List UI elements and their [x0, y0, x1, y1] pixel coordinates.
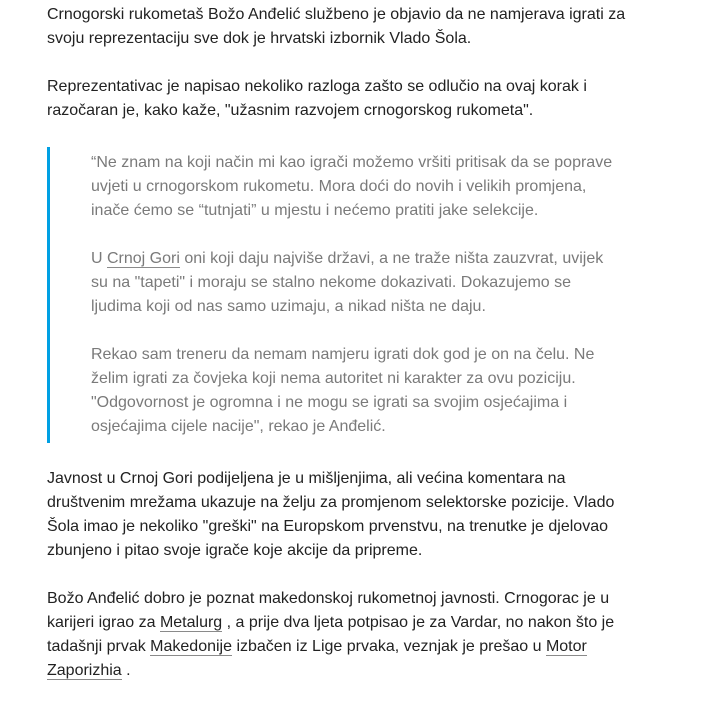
career-text-2: , a prije dva ljeta potpisao je za Vardar, no nakon što je tadašnji prvak: [47, 614, 615, 655]
link-makedonije[interactable]: Makedonije: [150, 638, 232, 655]
paragraph-reasons: Reprezentativac je napisao nekoliko razloga zašto se odlučio na ovaj korak i razočaran je, kako kaže, "užasnim razvojem crnogorskog rukometa".: [47, 78, 587, 119]
link-metalurg[interactable]: Metalurg: [159, 614, 223, 631]
quote-paragraph-3: Rekao sam treneru da nemam namjeru igrati dok god je on na čelu. Ne želim igrati za čovjeka koji nema autoritet ni karakter za ovu poziciju. "Odgovornost je ogromna i ne mogu se igrati sa svojim osjećajima i osjećajima cijele nacije", rekao je Anđelić.: [91, 346, 595, 435]
link-crnoj-gori[interactable]: Crnoj Gori: [107, 250, 180, 267]
career-text-4: .: [121, 662, 131, 679]
blockquote: [47, 147, 647, 443]
paragraph-public-opinion: Javnost u Crnoj Gori podijeljena je u mišljenjima, ali većina komentara na društvenim mrežama ukazuje na želju za promjenom selektorske pozicije. Vlado Šola imao je nekoliko "greški" na Europskom prvenstvu, na trenutke je djelovao zbunjeno i pitao svoje igrače koje akcije da pripreme.: [47, 470, 615, 559]
career-text-1: Božo Anđelić dobro je poznat makedonskoj rukometnoj javnosti. Crnogorac je u karijeri igrao za: [47, 590, 610, 631]
career-text-3: izbačen iz Lige prvaka, veznjak je prešao u: [232, 638, 546, 655]
quote-text-before-link: U: [91, 250, 107, 267]
paragraph-intro: Crnogorski rukometaš Božo Anđelić službeno je objavio da ne namjerava igrati za svoju reprezentaciju sve dok je hrvatski izbornik Vlado Šola.: [47, 6, 626, 47]
quote-paragraph-1: “Ne znam na koji način mi kao igrači možemo vršiti pritisak da se poprave uvjeti u crnogorskom rukometu. Mora doći do novih i velikih promjena, inače ćemo se “tutnjati” u mjestu i nećemo pratiti jake selekcije.: [91, 154, 613, 219]
paragraph-career: [47, 587, 647, 683]
quote-paragraph-2: [91, 247, 616, 319]
link-motor-zaporizhia[interactable]: Motor Zaporizhia: [47, 638, 587, 679]
article-body: [47, 3, 647, 707]
quote-text-after-link: oni koji daju najviše državi, a ne traže ništa zauzvrat, uvijek su na "tapeti" i moraju se stalno nekome dokazivati. Dokazujemo se ljudima koji od nas samo uzimaju, a nikad ništa ne daju.: [91, 250, 604, 315]
